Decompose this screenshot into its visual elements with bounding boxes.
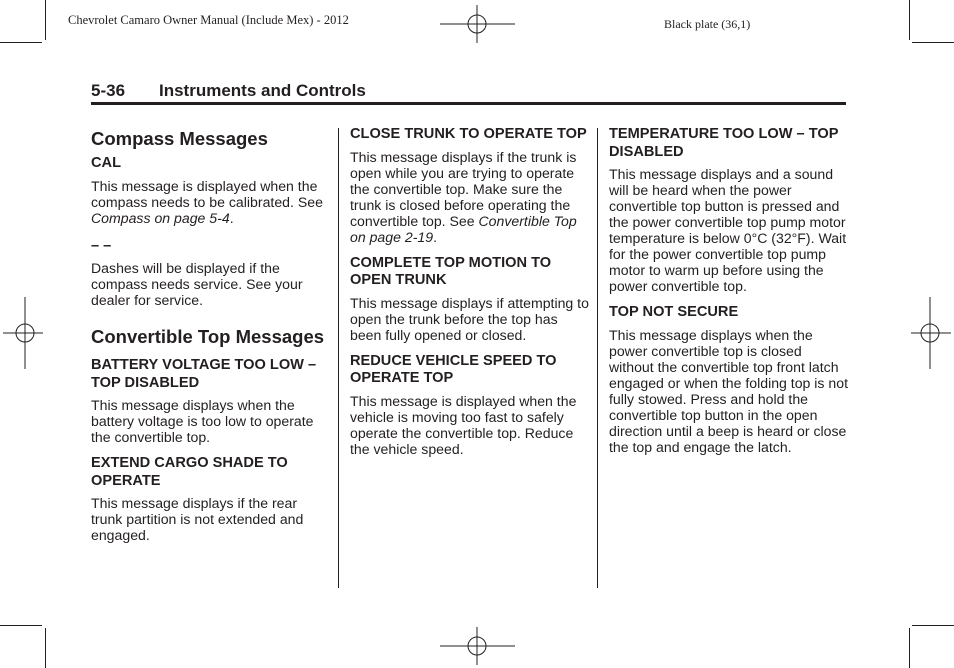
close-trunk-heading: CLOSE TRUNK TO OPERATE TOP [350,126,587,142]
document-title: Chevrolet Camaro Owner Manual (Include Mex) - 2012 [68,13,349,27]
compass-messages-heading: Compass Messages [91,128,268,149]
crop-mark-bottom-right-h [912,625,954,626]
extend-cargo-text: This message displays if the rear trunk partition is not extended and engaged. [91,495,304,543]
cal-heading: CAL [91,155,121,171]
reduce-speed-heading: REDUCE VEHICLE SPEED TO OPERATE TOP [350,352,557,386]
column-3 [609,126,849,463]
top-not-secure-text: This message displays when the power convertible top is closed without the convertible top front latch engaged or when the folding top is not fully stowed. Press and hold the convertible top button in the open direction until a beep is heard or close the top and engage the latch. [609,326,848,455]
reduce-speed-text: This message is displayed when the vehicle is moving too fast to safely operate the convertible top. Reduce the vehicle speed. [350,392,577,457]
plate-label: Black plate (36,1) [664,17,751,31]
section-title: Instruments and Controls [159,81,366,100]
column-divider-1 [338,128,339,588]
compass-reference-link[interactable]: Compass on page 5-4 [91,209,230,226]
crop-mark-bottom-left-v [45,628,46,668]
registration-target-right-icon [911,297,951,369]
crop-mark-top-right-v [909,0,910,40]
crop-mark-bottom-left-h [0,625,42,626]
column-2 [350,126,590,465]
registration-target-top-icon [440,5,515,43]
column-1 [91,126,331,551]
registration-target-left-icon [3,297,43,369]
crop-mark-top-left-v [45,0,46,40]
cal-text: This message is displayed when the compass needs to be calibrated. See Compass on page 5-4. [91,177,323,226]
battery-voltage-heading: BATTERY VOLTAGE TOO LOW – TOP DISABLED [91,357,317,391]
dashes-heading: – – [91,237,112,254]
temperature-text: This message displays and a sound will be heard when the power convertible top button is pressed and the power convertible top pump motor temperature is below 0°C (32°F). Wait for the power convertible top pump motor to warm up before using the power convertible top. [609,166,847,294]
close-trunk-text: This message displays if the trunk is open while you are trying to operate the convertible top. Make sure the trunk is closed before operating the convertible top. See Convertible Top on page 2-19. [350,148,577,245]
crop-mark-top-left-h [0,42,42,43]
convertible-top-messages-heading: Convertible Top Messages [91,326,325,347]
complete-top-motion-heading: COMPLETE TOP MOTION TO OPEN TRUNK [350,254,552,288]
title-rule [91,102,846,105]
battery-voltage-text: This message displays when the battery voltage is too low to operate the convertible top. [91,397,314,445]
crop-mark-bottom-right-v [909,628,910,668]
temperature-heading: TEMPERATURE TOO LOW – TOP DISABLED [609,126,839,160]
convertible-top-reference-link[interactable]: Convertible Top on page 2-19 [350,212,577,245]
extend-cargo-heading: EXTEND CARGO SHADE TO OPERATE [91,455,288,489]
column-divider-2 [597,128,598,588]
dashes-text: Dashes will be displayed if the compass needs service. See your dealer for service. [91,260,303,308]
registration-target-bottom-icon [440,627,515,665]
crop-mark-top-right-h [912,42,954,43]
top-not-secure-heading: TOP NOT SECURE [609,304,739,320]
page-number: 5-36 [91,81,126,100]
complete-top-motion-text: This message displays if attempting to open the trunk before the top has been fully opened or closed. [350,294,589,343]
